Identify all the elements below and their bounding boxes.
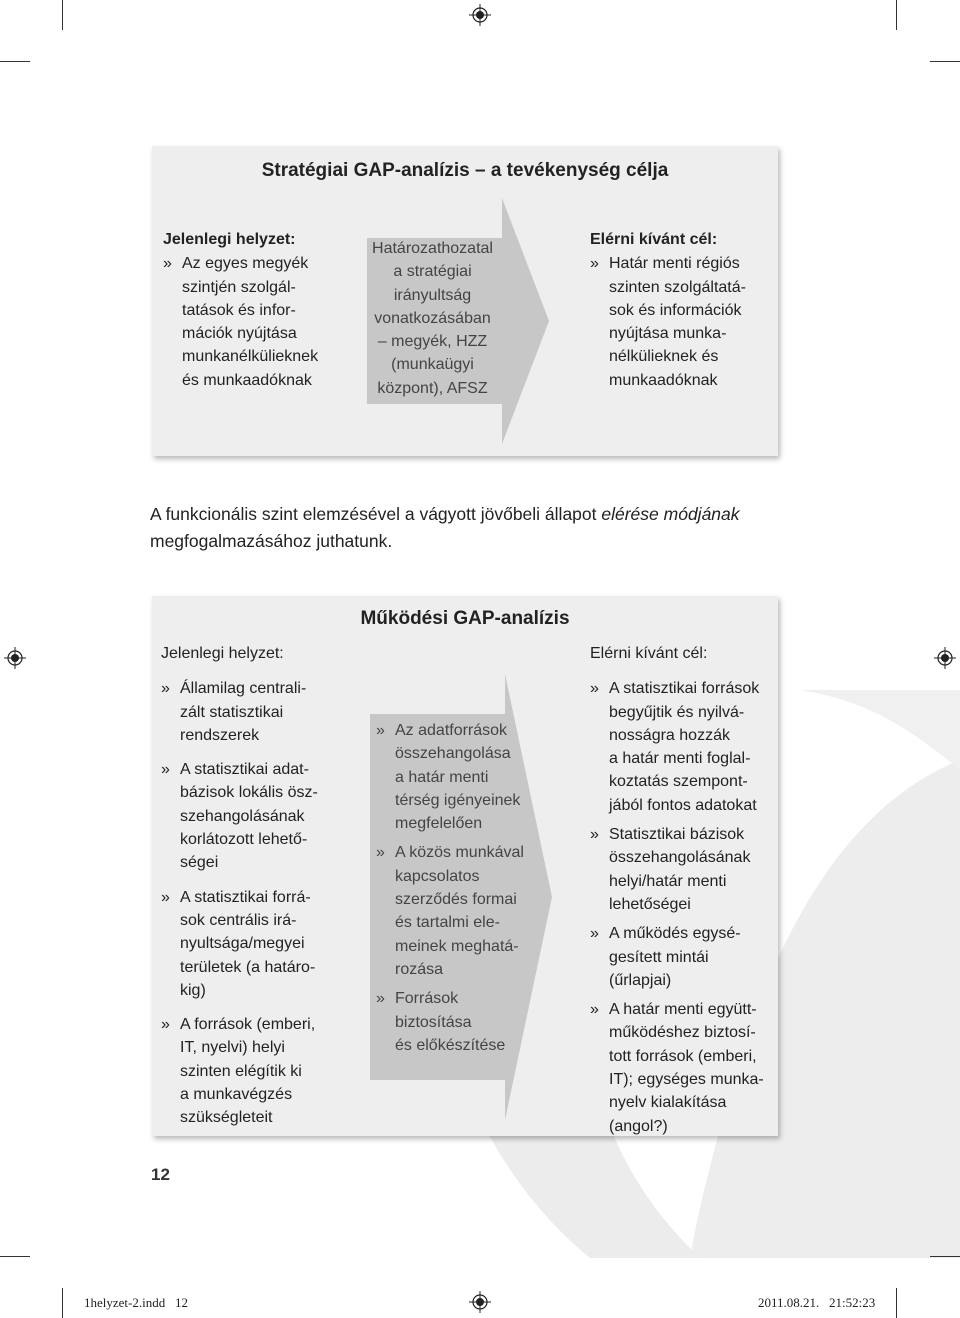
registration-mark-icon: [469, 1291, 491, 1313]
box-title: Stratégiai GAP-analízis – a tevékenység célja: [261, 160, 669, 181]
crop-mark: [930, 1256, 960, 1257]
list-item: [376, 719, 546, 835]
list-item: [376, 841, 546, 981]
list-item: [590, 922, 778, 992]
list-item: [590, 998, 778, 1138]
paragraph-text: A funkcionális szint elemzésével a vágyott jövőbeli állapot: [150, 504, 602, 524]
bullet-marker: »: [161, 761, 170, 779]
bullet-marker: »: [590, 680, 599, 698]
slug-date: 2011.08.21. 21:52:23: [758, 1295, 876, 1310]
paragraph-italic: elérése módjának: [601, 504, 740, 524]
list-item: [590, 823, 778, 916]
list-item: [161, 1013, 341, 1129]
list-item: [161, 677, 341, 747]
bullet-marker: »: [590, 826, 599, 844]
bullet-marker: »: [590, 925, 599, 943]
arrow-text: Határozathozatal a stratégiai irányultság vonatkozásában – megyék, HZZ (munkaügyi központ), AFSZ: [372, 240, 493, 397]
operational-gap-box: [152, 596, 778, 1136]
crop-mark: [62, 0, 63, 30]
box-title: Működési GAP-analízis: [360, 608, 570, 629]
body-paragraph: [150, 501, 790, 555]
crop-mark: [0, 61, 30, 62]
bullet-marker: »: [161, 680, 170, 698]
registration-mark-icon: [934, 647, 956, 669]
list-item-text: Határ menti régiós szinten szolgáltatá- sok és információk nyújtása munka- nélkülieknek és munkaadóknak: [609, 255, 746, 389]
crop-mark: [896, 1288, 897, 1318]
slug-file: 1helyzet-2.indd 12: [84, 1295, 188, 1310]
crop-mark: [62, 1288, 63, 1318]
list-item-text: A működés egysé- gesített mintái (űrlapjai): [609, 925, 741, 989]
list-item-text: A statisztikai forrá- sok centrális irá- nyultsága/megyei területek (a határo- kig): [180, 888, 316, 999]
left-heading: Jelenlegi helyzet:: [163, 231, 296, 248]
list-item-text: A statisztikai adat- bázisok lokális ösz- szehangolásának korlátozott lehető- ségei: [180, 761, 318, 872]
paragraph-text: megfogalmazásához juthatunk.: [150, 531, 393, 551]
list-item-text: A források (emberi, IT, nyelvi) helyi szinten elégítik ki a munkavégzés szükségleteit: [180, 1016, 316, 1127]
list-item: [161, 758, 341, 874]
list-item: [161, 886, 341, 1002]
list-item: [163, 252, 338, 392]
registration-mark-icon: [4, 647, 26, 669]
list-item-text: A közös munkával kapcsolatos szerződés formai és tartalmi ele- meinek meghatá- rozása: [395, 844, 524, 978]
left-heading: Jelenlegi helyzet:: [161, 645, 284, 662]
bullet-marker: »: [590, 255, 599, 273]
list-item-text: A határ menti együtt- működéshez biztosí- tott források (emberi, IT); egységes munka- nyelv kialakítása (angol?): [609, 1001, 764, 1135]
bullet-marker: »: [161, 888, 170, 906]
list-item: [376, 987, 546, 1057]
arrow-column: [376, 719, 546, 1068]
bullet-marker: »: [161, 1016, 170, 1034]
bullet-marker: »: [376, 722, 385, 739]
list-item-text: A statisztikai források begyűjtik és nyilvá- nosságra hozzák a határ menti foglal- koztatás szempont- jából fontos adatokat: [609, 680, 760, 814]
list-item: [590, 252, 775, 392]
right-column: [590, 642, 778, 1149]
bullet-marker: »: [376, 844, 385, 862]
list-item-text: Az egyes megyék szintjén szolgál- tatások és infor- mációk nyújtása munkanélkülieknek és munkaadóknak: [182, 255, 319, 389]
right-heading: Elérni kívánt cél:: [590, 231, 718, 248]
crop-mark: [930, 61, 960, 62]
right-heading: Elérni kívánt cél:: [590, 645, 708, 662]
list-item-text: Államilag centrali- zált statisztikai rendszerek: [180, 680, 307, 744]
list-item-text: Statisztikai bázisok összehangolásának helyi/határ menti lehetőségei: [609, 826, 751, 913]
crop-mark: [896, 0, 897, 30]
left-column: [161, 642, 341, 1141]
bullet-marker: »: [163, 255, 172, 273]
crop-mark: [0, 1256, 30, 1257]
page-number: 12: [151, 1165, 170, 1184]
strategic-gap-box: [152, 146, 778, 456]
list-item-text: Az adatforrások összehangolása a határ menti térség igényeinek megfelelően: [395, 722, 521, 833]
bullet-marker: »: [376, 990, 385, 1008]
bullet-marker: »: [590, 1001, 599, 1019]
registration-mark-icon: [469, 4, 491, 26]
left-column: [163, 228, 338, 403]
list-item: [590, 677, 778, 817]
list-item-text: Források biztosítása és előkészítése: [395, 990, 506, 1054]
right-column: [590, 228, 775, 403]
